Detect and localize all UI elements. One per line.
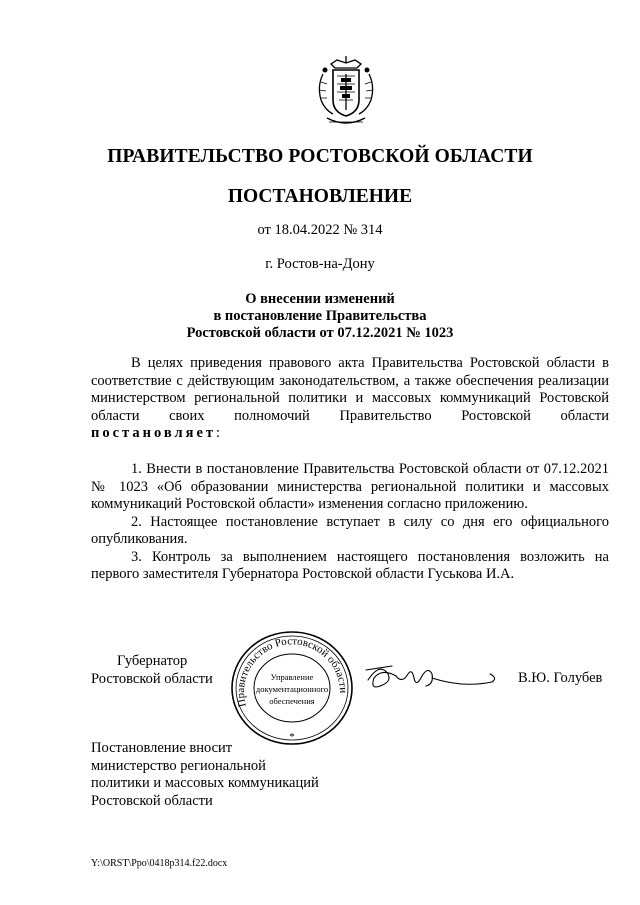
submitter-note xyxy=(91,740,319,810)
preamble xyxy=(91,355,609,443)
seal-star: * xyxy=(289,731,295,743)
signatory-title-line: Ростовской области xyxy=(91,671,213,687)
resolves-word: постановляет xyxy=(91,425,217,441)
subject-line: Ростовской области от 07.12.2021 № 1023 xyxy=(186,325,454,341)
subject-line: в постановление Правительства xyxy=(213,308,427,324)
signatory-title-line: Губернатор xyxy=(117,653,188,669)
signatory-name: В.Ю. Голубев xyxy=(518,670,603,686)
resolution-item: 3. Контроль за выполнением настоящего постановления возложить на первого заместителя Губернатора Ростовской области Гуськова И.А. xyxy=(91,548,609,582)
handwritten-signature xyxy=(362,660,497,700)
document-date-number: от 18.04.2022 № 314 xyxy=(257,222,383,238)
signatory-title xyxy=(91,652,213,688)
document-subject xyxy=(0,291,640,342)
seal-ring-text: Правительство Ростовской области xyxy=(234,635,350,709)
subject-line: О внесении изменений xyxy=(245,291,395,307)
document-city: г. Ростов-на-Дону xyxy=(265,256,375,272)
seal-inner-line: обеспечения xyxy=(269,696,315,706)
coat-of-arms-icon xyxy=(313,56,379,128)
resolution-item: 2. Настоящее постановление вступает в силу со дня его официального опубликования. xyxy=(91,513,609,547)
resolution-item: 1. Внести в постановление Правительства Ростовской области от 07.12.2021 № 1023 «Об образовании министерства региональной политики и массовых коммуникаций Ростовской области» изменения согласно приложению. xyxy=(91,461,609,512)
preamble-text: В целях приведения правового акта Правительства Ростовской области в соответствие с действующим законодательством, а также обеспечения реализации министерством региональной политики и массовых коммуникаций Ростовской области своих полномочий Правительство Ростовской области xyxy=(91,355,609,424)
resolution-items xyxy=(91,461,609,584)
submitter-note-line: Постановление вносит xyxy=(91,740,233,756)
seal-inner-line: Управление xyxy=(270,672,314,682)
preamble-colon: : xyxy=(216,425,221,441)
government-title: ПРАВИТЕЛЬСТВО РОСТОВСКОЙ ОБЛАСТИ xyxy=(107,146,533,167)
submitter-note-line: министерство региональной xyxy=(91,757,266,774)
document-type: ПОСТАНОВЛЕНИЕ xyxy=(227,186,413,207)
seal-inner-line: документационного xyxy=(255,684,329,694)
official-seal xyxy=(228,628,356,748)
submitter-note-line: политики и массовых коммуникаций xyxy=(91,775,319,791)
submitter-note-line: Ростовской области xyxy=(91,792,213,809)
file-path: Y:\ORST\Ppo\0418p314.f22.docx xyxy=(91,858,228,869)
